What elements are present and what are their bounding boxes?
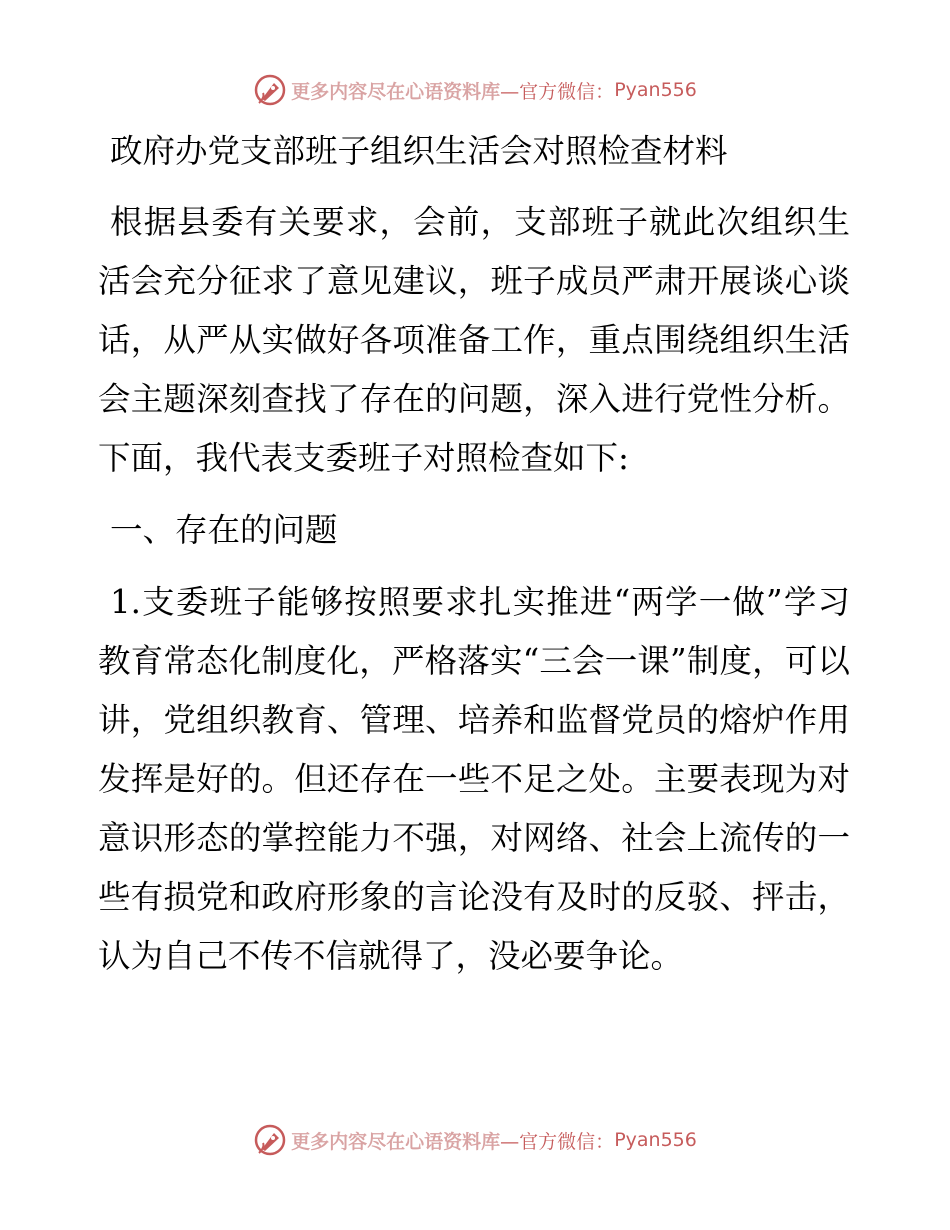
document-body [98, 122, 850, 999]
watermark-official-text: —官方微信： [500, 80, 615, 103]
watermark-official-text: —官方微信： [500, 1130, 615, 1153]
watermark-wechat-handle: Pyan556 [614, 1129, 697, 1151]
header-watermark-banner [0, 72, 950, 108]
footer-watermark-banner [0, 1122, 950, 1158]
document-title: 政府办党支部班子组织生活会对照检查材料 [110, 132, 728, 170]
intro-paragraph: 根据县委有关要求，会前，支部班子就此次组织生活会充分征求了意见建议，班子成员严肃开展谈心谈话，从严从实做好各项准备工作，重点围绕组织生活会主题深刻查找了存在的问题，深入进行党性分析。下面，我代表支委班子对照检查如下: [98, 203, 850, 477]
pen-nib-logo-icon [253, 1123, 287, 1157]
watermark-site-text: 更多内容尽在心语资料库 [291, 1130, 501, 1153]
watermark-site-text: 更多内容尽在心语资料库 [291, 80, 501, 103]
pen-nib-logo-icon [253, 73, 287, 107]
item-1-paragraph: 1.支委班子能够按照要求扎实推进“两学一做”学习教育常态化制度化，严格落实“三会一课”制度，可以讲，党组织教育、管理、培养和监督党员的熔炉作用发挥是好的。但还存在一些不足之处。主要表现为对意识形态的掌控能力不强，对网络、社会上流传的一些有损党和政府形象的言论没有及时的反驳、抨击，认为自己不传不信就得了，没必要争论。 [98, 583, 850, 975]
section-heading: 一、存在的问题 [110, 511, 338, 549]
watermark-wechat-handle: Pyan556 [614, 79, 697, 101]
